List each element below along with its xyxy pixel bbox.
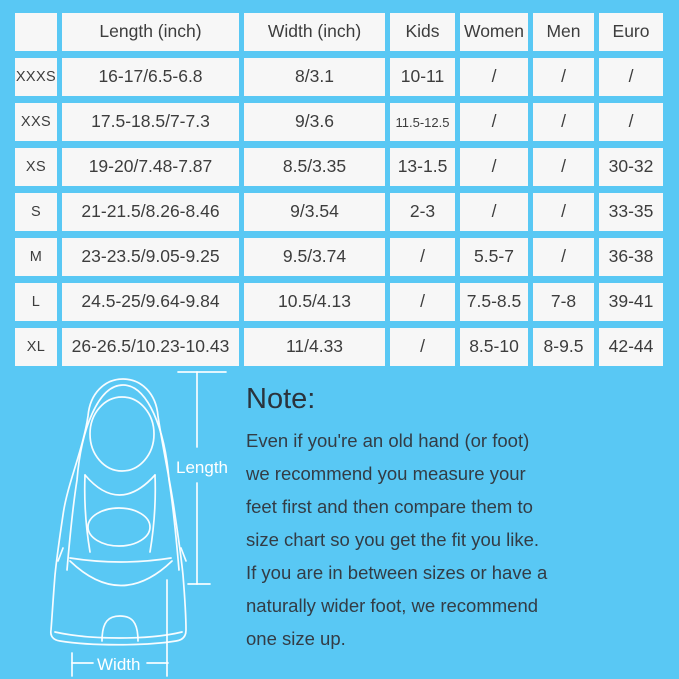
table-cell: 10-11 [390,58,455,96]
table-cell: / [533,103,594,141]
table-cell: 21-21.5/8.26-8.46 [62,193,239,231]
table-cell: 2-3 [390,193,455,231]
table-cell: 7-8 [533,283,594,321]
table-cell: 9/3.6 [244,103,385,141]
fin-band-top [70,558,171,562]
table-cell: / [390,283,455,321]
column-header-kids: Kids [390,13,455,51]
note-line: Even if you're an old hand (or foot) [246,430,530,451]
table-cell: / [460,193,528,231]
note-line: feet first and then compare them to [246,496,533,517]
row-label-xxs: XXS [15,103,57,141]
table-cell: 9.5/3.74 [244,238,385,276]
note-title: Note: [246,383,316,415]
table-cell: 11.5-12.5 [390,103,455,141]
table-cell: / [599,103,663,141]
table-cell: 9/3.54 [244,193,385,231]
table-cell: 5.5-7 [460,238,528,276]
table-cell: 8/3.1 [244,58,385,96]
note-line: we recommend you measure your [246,463,526,484]
fin-band-bottom [70,561,172,586]
table-cell: 26-26.5/10.23-10.43 [62,328,239,366]
table-cell: 19-20/7.48-7.87 [62,148,239,186]
fin-bottom-inner-edge [55,632,182,638]
table-cell: 24.5-25/9.64-9.84 [62,283,239,321]
column-header-euro: Euro [599,13,663,51]
fin-blade-opening [90,397,154,471]
fin-measurement-diagram [30,370,245,679]
column-header-width: Width (inch) [244,13,385,51]
table-cell: 39-41 [599,283,663,321]
row-label-xxxs: XXXS [15,58,57,96]
fin-outline [51,379,186,645]
note-section [246,383,547,655]
fin-pocket-lens [88,508,150,546]
table-cell: 13-1.5 [390,148,455,186]
row-label-xs: XS [15,148,57,186]
table-cell: 7.5-8.5 [460,283,528,321]
table-cell: / [533,238,594,276]
note-line: If you are in between sizes or have a [246,562,548,583]
table-cell: 8.5/3.35 [244,148,385,186]
table-cell: / [533,193,594,231]
row-label-s: S [15,193,57,231]
row-label-m: M [15,238,57,276]
table-cell: / [599,58,663,96]
table-cell: 16-17/6.5-6.8 [62,58,239,96]
column-header-women: Women [460,13,528,51]
column-header-men: Men [533,13,594,51]
table-cell: 8-9.5 [533,328,594,366]
note-line: size chart so you get the fit you like. [246,529,540,550]
fin-pocket-right-rail [150,475,155,552]
table-cell: / [533,58,594,96]
table-cell: 8.5-10 [460,328,528,366]
table-cell: 30-32 [599,148,663,186]
width-label: Width [97,655,141,674]
note-line: naturally wider foot, we recommend [246,595,539,616]
column-header-length: Length (inch) [62,13,239,51]
table-cell: 23-23.5/9.05-9.25 [62,238,239,276]
row-label-l: L [15,283,57,321]
table-cell: / [390,328,455,366]
table-corner-cell [15,13,57,51]
table-cell: 42-44 [599,328,663,366]
table-cell: / [533,148,594,186]
fin-illustration-icon [30,370,245,679]
table-cell: 17.5-18.5/7-7.3 [62,103,239,141]
size-chart-table [15,13,663,366]
table-cell: / [460,103,528,141]
table-cell: / [390,238,455,276]
length-label: Length [176,458,228,477]
fin-pocket-left-rail [85,475,90,552]
table-cell: 36-38 [599,238,663,276]
fin-inner-outline [67,385,179,570]
table-cell: 10.5/4.13 [244,283,385,321]
table-cell: / [460,58,528,96]
table-cell: 11/4.33 [244,328,385,366]
table-cell: / [460,148,528,186]
row-label-xl: XL [15,328,57,366]
table-cell: 33-35 [599,193,663,231]
note-line: one size up. [246,628,346,649]
fin-pocket-top-curve [85,475,155,495]
